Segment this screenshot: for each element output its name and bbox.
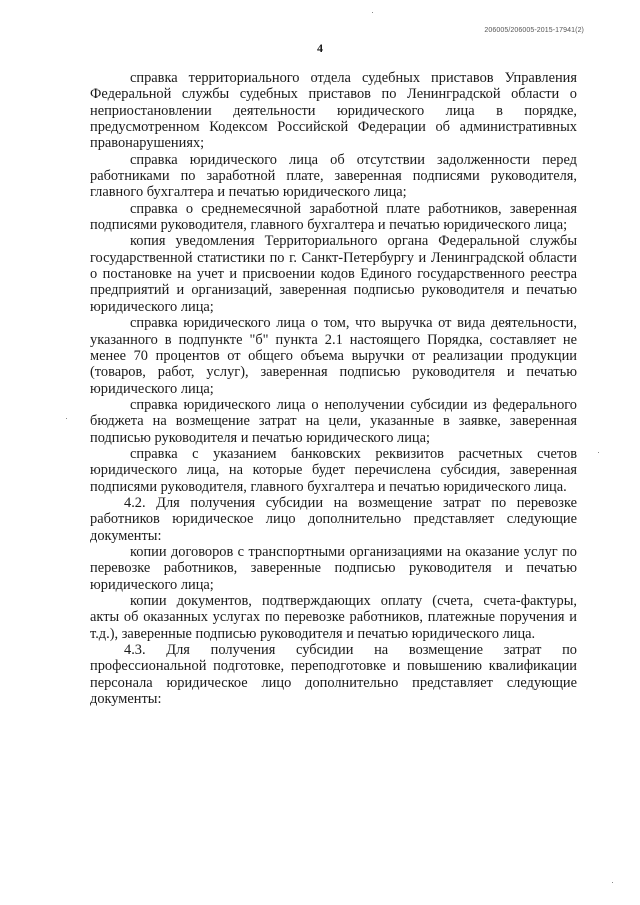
paragraph-no-federal-subsidy: справка юридического лица о неполучении субсидии из федерального бюджета на возмещение затрат на цели, указанные в заявке, заверенная подписью руководителя и печатью юридического лица;	[90, 396, 577, 446]
scan-speck	[612, 882, 613, 883]
document-body	[90, 70, 577, 707]
paragraph-revenue-share: справка юридического лица о том, что выручка от вида деятельности, указанного в подпункте "б" пункта 2.1 настоящего Порядка, составляет не менее 70 процентов от общего объема выручки от реализации продукции (товаров, работ, услуг), заверенная подписью руководителя и печатью юридического лица;	[90, 315, 577, 397]
scan-speck	[66, 418, 67, 419]
paragraph-average-salary: справка о среднемесячной заработной плате работников, заверенная подписями руководителя, главного бухгалтера и печатью юридического лица;	[90, 200, 577, 234]
paragraph-section-4-2: 4.2. Для получения субсидии на возмещение затрат по перевозке работников юридическое лицо дополнительно представляет следующие документы:	[90, 494, 577, 544]
paragraph-no-wage-debt: справка юридического лица об отсутствии задолженности перед работниками по заработной плате, заверенная подписями руководителя, главного бухгалтера и печатью юридического лица;	[90, 151, 577, 201]
paragraph-statistics-notice: копия уведомления Территориального органа Федеральной службы государственной статистики по г. Санкт-Петербургу и Ленинградской области о постановке на учет и присвоении кодов Единого государственного реестра предприятий и организаций, заверенная подписью руководителя и печатью юридического лица;	[90, 233, 577, 315]
page-number: 4	[317, 41, 323, 55]
document-id: 206005/206005-2015-17941(2)	[484, 27, 584, 34]
paragraph-payment-documents: копии документов, подтверждающих оплату (счета, счета-фактуры, акты об оказанных услугах по перевозке работников, платежные поручения и т.д.), заверенные подписью руководителя и печатью юридического лица.	[90, 593, 577, 642]
paragraph-transport-contracts: копии договоров с транспортными организациями на оказание услуг по перевозке работников, заверенные подписью руководителя и печатью юридического лица;	[90, 543, 577, 593]
paragraph-bailiff-certificate: справка территориального отдела судебных приставов Управления Федеральной службы судебных приставов по Ленинградской области о неприостановлении деятельности юридического лица в порядке, предусмотренном Кодексом Российской Федерации об административных правонарушениях;	[90, 70, 577, 152]
scan-speck	[598, 452, 599, 453]
paragraph-bank-details: справка с указанием банковских реквизитов расчетных счетов юридического лица, на которые будет перечислена субсидия, заверенная подписями руководителя, главного бухгалтера и печатью юридического лица.	[90, 445, 577, 495]
paragraph-section-4-3: 4.3. Для получения субсидии на возмещение затрат по профессиональной подготовке, переподготовке и повышению квалификации персонала юридическое лицо дополнительно представляет следующие документы:	[90, 642, 577, 708]
scan-speck	[372, 12, 373, 13]
